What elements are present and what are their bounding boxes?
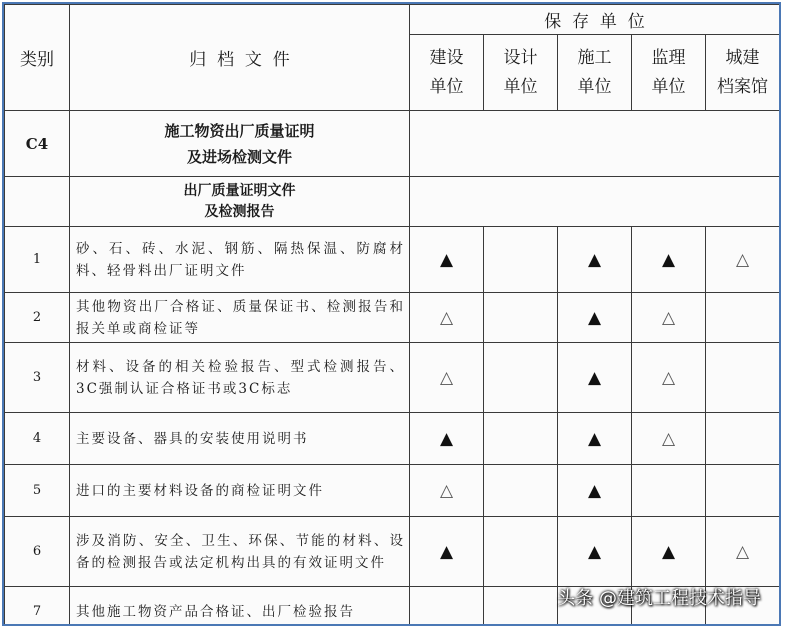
watermark: 头条 @建筑工程技术指导 [557,588,761,609]
table-row [5,343,780,413]
filled-triangle-mark: ▲ [558,293,632,343]
subsection-title: 出厂质量证明文件 及检测报告 [70,177,410,227]
empty-mark-cell [484,465,558,517]
empty-mark-cell [706,293,780,343]
empty-mark-cell [484,587,558,627]
empty-mark-cell [484,413,558,465]
filled-triangle-mark: ▲ [632,517,706,587]
category-header: 类别 [5,5,70,111]
empty-mark-cell [632,465,706,517]
hollow-triangle-mark: △ [410,343,484,413]
row-number: 3 [5,343,70,413]
rows-table [4,226,780,626]
header-row-1 [5,5,780,35]
empty-mark-cell [484,343,558,413]
row-number: 2 [5,293,70,343]
hollow-triangle-mark: △ [632,413,706,465]
unit-supervision: 监理 单位 [632,35,706,111]
row-number: 1 [5,227,70,293]
row-number: 5 [5,465,70,517]
subsection-empty [410,177,780,227]
empty-mark-cell [410,587,484,627]
empty-mark-cell [484,293,558,343]
filled-triangle-mark: ▲ [410,413,484,465]
table-row [5,293,780,343]
row-document-text: 进口的主要材料设备的商检证明文件 [70,465,410,517]
hollow-triangle-mark: △ [632,343,706,413]
hollow-triangle-mark: △ [706,517,780,587]
table-row [5,413,780,465]
row-document-text: 其他施工物资产品合格证、出厂检验报告 [70,587,410,627]
row-document-text: 其他物资出厂合格证、质量保证书、检测报告和报关单或商检证等 [70,293,410,343]
row-document-text: 材料、设备的相关检验报告、型式检测报告、3C强制认证合格证书或3C标志 [70,343,410,413]
section-empty [410,111,780,177]
row-document-text: 砂、石、砖、水泥、钢筋、隔热保温、防腐材料、轻骨料出厂证明文件 [70,227,410,293]
unit-construction-owner: 建设 单位 [410,35,484,111]
hollow-triangle-mark: △ [632,293,706,343]
filled-triangle-mark: ▲ [558,227,632,293]
unit-urban-archive: 城建 档案馆 [706,35,780,111]
section-title: 施工物资出厂质量证明 及进场检测文件 [70,111,410,177]
empty-mark-cell [706,413,780,465]
filled-triangle-mark: ▲ [410,227,484,293]
row-document-text: 涉及消防、安全、卫生、环保、节能的材料、设备的检测报告或法定机构出具的有效证明文件 [70,517,410,587]
filled-triangle-mark: ▲ [410,517,484,587]
empty-mark-cell [484,517,558,587]
row-number: 6 [5,517,70,587]
table-row [5,465,780,517]
archive-files-header: 归 档 文 件 [70,5,410,111]
subsection-row [5,177,780,227]
subsection-code-empty [5,177,70,227]
table-row [5,227,780,293]
hollow-triangle-mark: △ [410,293,484,343]
archive-table-frame [2,2,781,626]
filled-triangle-mark: ▲ [558,517,632,587]
table-row [5,517,780,587]
filled-triangle-mark: ▲ [558,343,632,413]
row-number: 7 [5,587,70,627]
section-row [5,111,780,177]
archive-table [4,4,780,227]
filled-triangle-mark: ▲ [558,413,632,465]
hollow-triangle-mark: △ [410,465,484,517]
row-number: 4 [5,413,70,465]
filled-triangle-mark: ▲ [632,227,706,293]
unit-contractor: 施工 单位 [558,35,632,111]
section-code: C4 [5,111,70,177]
row-document-text: 主要设备、器具的安装使用说明书 [70,413,410,465]
storage-unit-header: 保 存 单 位 [410,5,780,35]
empty-mark-cell [706,343,780,413]
unit-design: 设计 单位 [484,35,558,111]
empty-mark-cell [706,465,780,517]
empty-mark-cell [484,227,558,293]
hollow-triangle-mark: △ [706,227,780,293]
filled-triangle-mark: ▲ [558,465,632,517]
